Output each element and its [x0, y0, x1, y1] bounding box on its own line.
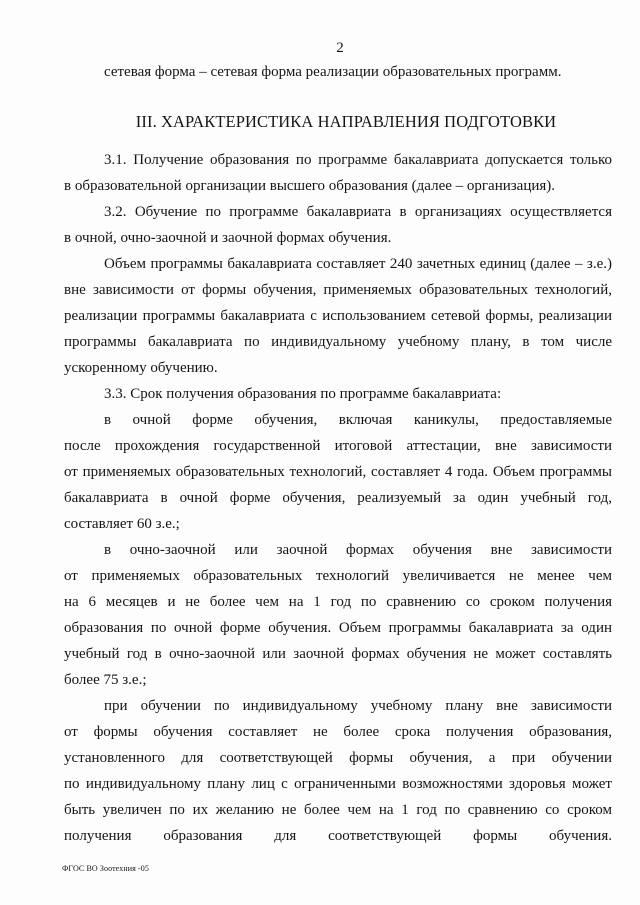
text-line-23: от формы обучения составляет не более срока получения образования, — [64, 724, 612, 740]
text-line-14: бакалавриата в очной форме обучения, реализуемый за один учебный год, — [64, 490, 612, 506]
text-line-2: в образовательной организации высшего образования (далее – организация). — [64, 178, 556, 194]
text-line-13: от применяемых образовательных технологий, составляет 4 года. Объем программы — [64, 464, 612, 480]
text-line-15: составляет 60 з.е.; — [64, 516, 180, 532]
text-line-22: при обучении по индивидуальному учебному плану вне зависимости — [104, 698, 612, 714]
text-line-26: быть увеличен по их желанию не более чем на 1 год по сравнению со сроком — [64, 802, 612, 818]
text-line-4: в очной, очно-заочной и заочной формах обучения. — [64, 230, 392, 246]
text-line-18: на 6 месяцев и не более чем на 1 год по сравнению со сроком получения — [64, 594, 612, 610]
text-line-25: по индивидуальному плану лиц с ограниченными возможностями здоровья может — [64, 776, 612, 792]
text-line-20: учебный год в очно-заочной или заочной формах обучения не может составлять — [64, 646, 612, 662]
text-line-9: ускоренному обучению. — [64, 360, 218, 376]
text-line-21: более 75 з.е.; — [64, 672, 147, 688]
text-line-12: после прохождения государственной итоговой аттестации, вне зависимости — [64, 438, 612, 454]
intro-line: сетевая форма – сетевая форма реализации образовательных программ. — [104, 64, 562, 80]
page-number: 2 — [336, 40, 344, 56]
text-line-27: получения образования для соответствующей формы обучения. — [64, 828, 612, 844]
text-line-11: в очной форме обучения, включая каникулы, предоставляемые — [104, 412, 612, 428]
text-line-5: Объем программы бакалавриата составляет 240 зачетных единиц (далее – з.е.) — [104, 256, 612, 272]
text-line-7: реализации программы бакалавриата с использованием сетевой формы, реализации — [64, 308, 612, 324]
text-line-16: в очно-заочной или заочной формах обучения вне зависимости — [104, 542, 612, 558]
text-line-24: установленного для соответствующей формы обучения, а при обучении — [64, 750, 612, 766]
text-line-1: 3.1. Получение образования по программе бакалавриата допускается только — [104, 152, 612, 168]
text-line-6: вне зависимости от формы обучения, применяемых образовательных технологий, — [64, 282, 612, 298]
text-line-19: образования по очной форме обучения. Объем программы бакалавриата за один — [64, 620, 612, 636]
footer-label: ФГОС ВО Зоотехния -05 — [62, 864, 149, 873]
text-line-8: программы бакалавриата по индивидуальному учебному плану, в том числе — [64, 334, 612, 350]
section-heading: III. ХАРАКТЕРИСТИКА НАПРАВЛЕНИЯ ПОДГОТОВКИ — [135, 112, 557, 131]
text-line-10: 3.3. Срок получения образования по программе бакалавриата: — [104, 386, 502, 402]
text-line-17: от применяемых образовательных технологий увеличивается не менее чем — [64, 568, 612, 584]
text-line-3: 3.2. Обучение по программе бакалавриата в организациях осуществляется — [104, 204, 612, 220]
